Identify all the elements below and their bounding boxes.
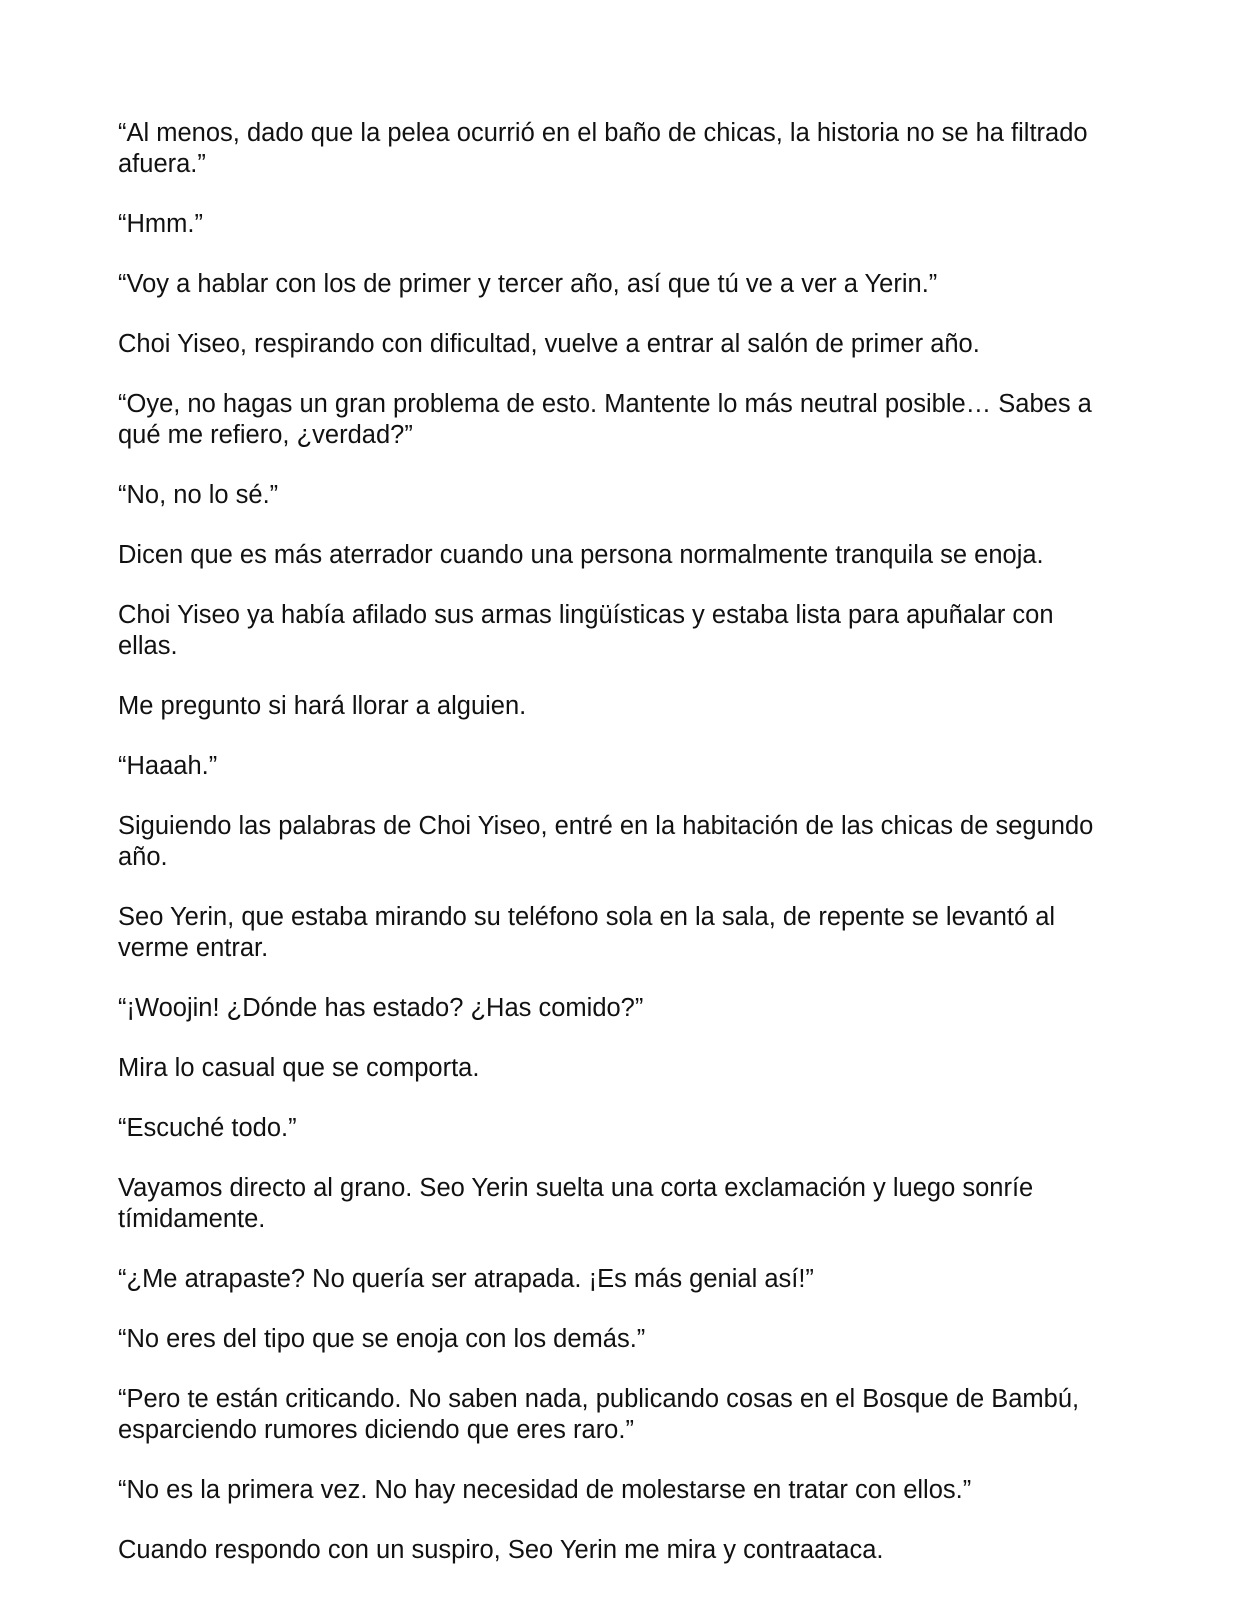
paragraph: Choi Yiseo ya había afilado sus armas lingüísticas y estaba lista para apuñalar con ellas. (118, 601, 1054, 660)
paragraph: Siguiendo las palabras de Choi Yiseo, entré en la habitación de las chicas de segundo año. (118, 812, 1094, 871)
paragraph: “Oye, no hagas un gran problema de esto. Mantente lo más neutral posible… Sabes a qué me refiero, ¿verdad?” (118, 390, 1092, 449)
paragraph: Me pregunto si hará llorar a alguien. (118, 692, 527, 720)
text-body (118, 118, 1118, 1595)
paragraph: “¡Woojin! ¿Dónde has estado? ¿Has comido?” (118, 994, 644, 1022)
paragraph: “¿Me atrapaste? No quería ser atrapada. ¡Es más genial así!” (118, 1265, 814, 1293)
paragraph: “Escuché todo.” (118, 1114, 297, 1142)
paragraph: “Voy a hablar con los de primer y tercer año, así que tú ve a ver a Yerin.” (118, 270, 938, 298)
paragraph: “Haaah.” (118, 752, 218, 780)
paragraph: “Pero te están criticando. No saben nada, publicando cosas en el Bosque de Bambú, esparciendo rumores diciendo que eres raro.” (118, 1385, 1080, 1444)
paragraph: “No, no lo sé.” (118, 481, 279, 509)
paragraph: Mira lo casual que se comporta. (118, 1054, 480, 1082)
paragraph: Vayamos directo al grano. Seo Yerin suelta una corta exclamación y luego sonríe tímidamente. (118, 1174, 1034, 1233)
paragraph: “No eres del tipo que se enoja con los demás.” (118, 1325, 646, 1353)
paragraph: Dicen que es más aterrador cuando una persona normalmente tranquila se enoja. (118, 541, 1044, 569)
paragraph: Choi Yiseo, respirando con dificultad, vuelve a entrar al salón de primer año. (118, 330, 980, 358)
paragraph: Cuando respondo con un suspiro, Seo Yerin me mira y contraataca. (118, 1536, 884, 1564)
paragraph: Seo Yerin, que estaba mirando su teléfono sola en la sala, de repente se levantó al verme entrar. (118, 903, 1056, 962)
paragraph: “Al menos, dado que la pelea ocurrió en el baño de chicas, la historia no se ha filtrado afuera.” (118, 119, 1088, 178)
paragraph: “Hmm.” (118, 210, 203, 238)
paragraph: “No es la primera vez. No hay necesidad de molestarse en tratar con ellos.” (118, 1476, 972, 1504)
